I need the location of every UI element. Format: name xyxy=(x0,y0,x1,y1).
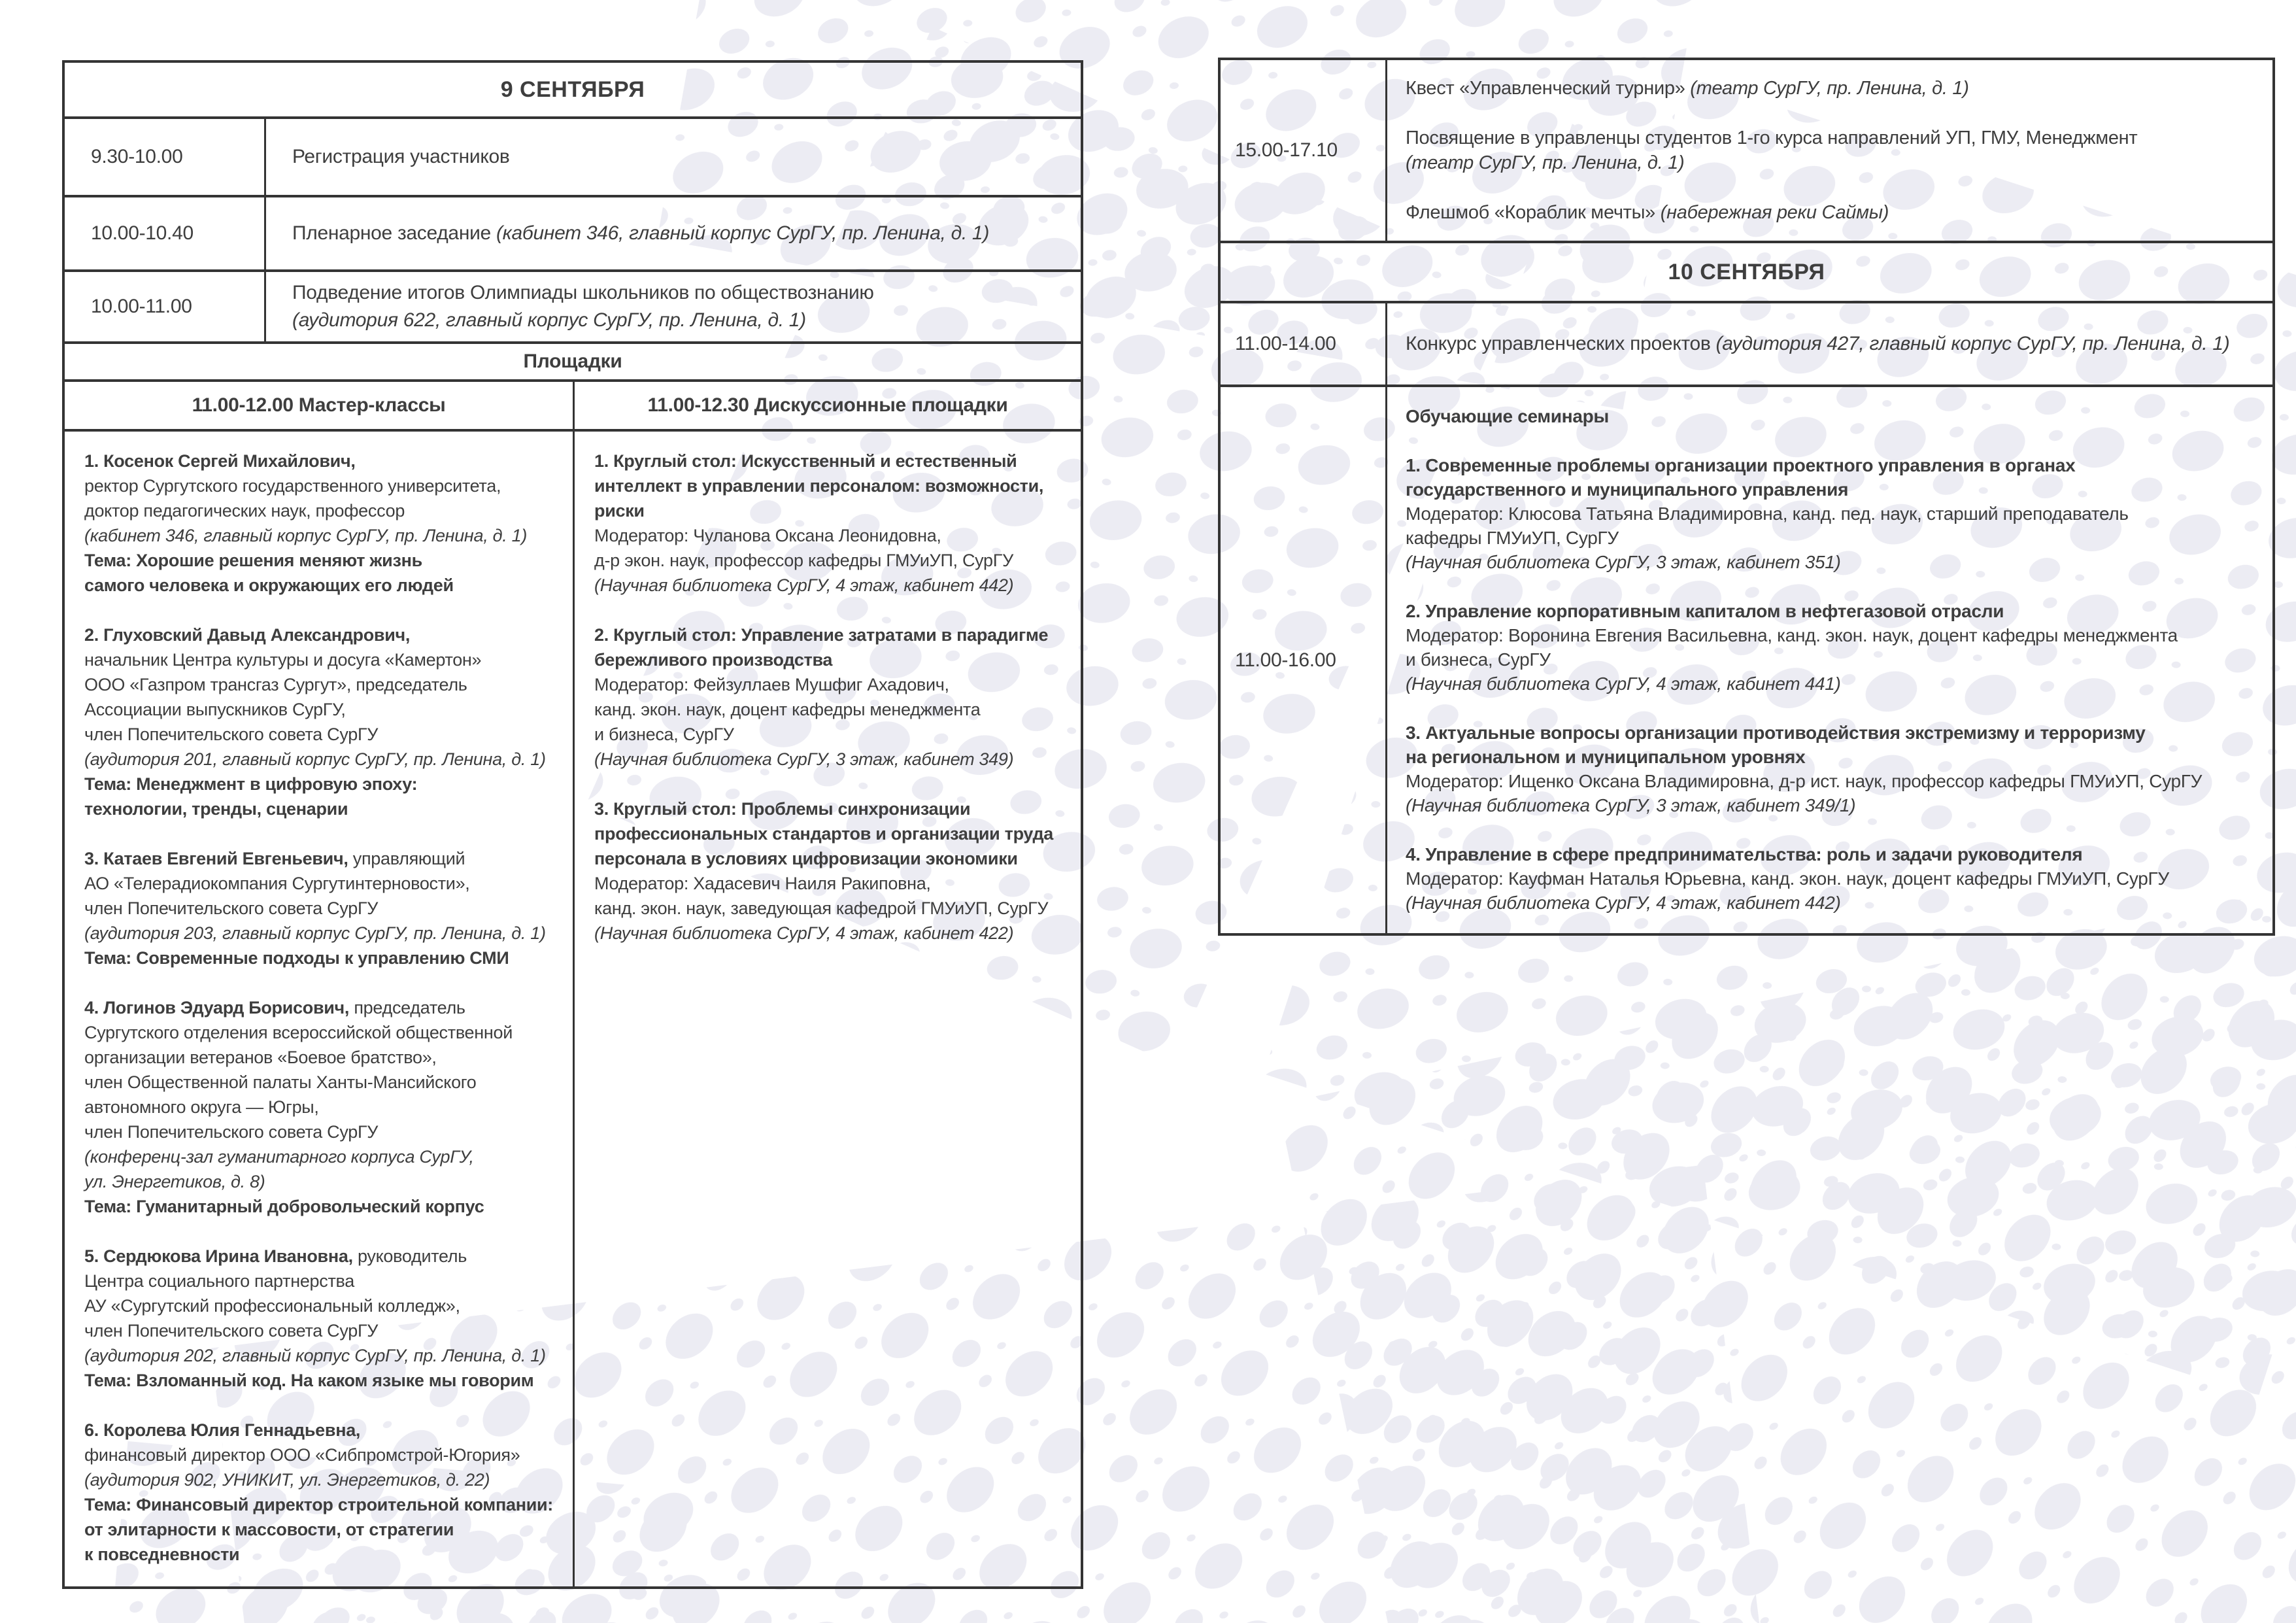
time-cell: 15.00-17.10 xyxy=(1235,139,1338,161)
text-segment: 2. Управление корпоративным капиталом в нефтегазовой отрасли xyxy=(1406,601,2004,621)
paragraph xyxy=(1406,842,2259,915)
column-body-discussion-platforms xyxy=(573,432,1081,1586)
text-segment: (аудитория 902, УНИКИТ, ул. Энергетиков, д. 22) xyxy=(84,1470,490,1490)
text-line xyxy=(594,473,1064,498)
text-line xyxy=(84,1343,556,1368)
paragraph xyxy=(84,1418,556,1567)
text-segment: государственного и муниципального управления xyxy=(1406,479,1849,500)
text-segment: управляющий xyxy=(348,849,465,868)
text-segment: Обучающие семинары xyxy=(1406,406,1610,426)
text-line xyxy=(84,1119,556,1144)
text-segment: Тема: Финансовый директор строительной компании: xyxy=(84,1495,553,1514)
text-line xyxy=(594,921,1064,946)
text-line xyxy=(594,548,1064,573)
time-cell: 10.00-10.40 xyxy=(91,222,194,244)
paragraph xyxy=(84,623,556,821)
paragraph xyxy=(1406,404,2259,428)
text-segment: бережливого производства xyxy=(594,650,833,670)
text-line xyxy=(1406,891,2259,915)
text-segment: член Попечительского совета СурГУ xyxy=(84,898,379,918)
text-line xyxy=(594,647,1064,672)
text-line xyxy=(1406,453,2259,477)
text-line xyxy=(84,1244,556,1269)
text-segment: 3. Актуальные вопросы организации противодействия экстремизму и терроризму xyxy=(1406,723,2146,743)
text-segment: 1. Косенок Сергей Михайлович, xyxy=(84,451,356,471)
paragraph xyxy=(1406,76,2259,101)
paragraph xyxy=(594,449,1064,598)
table-row xyxy=(65,197,1081,272)
column-header-master-classes: 11.00-12.00 Мастер-классы xyxy=(192,394,446,416)
table-row xyxy=(1221,303,2272,387)
text-line xyxy=(1406,599,2259,623)
text-segment: самого человека и окружающих его людей xyxy=(84,575,454,595)
text-segment: персонала в условиях цифровизации экономики xyxy=(594,849,1018,868)
text-line xyxy=(292,143,510,171)
paragraph xyxy=(1406,126,2259,175)
text-segment: Посвящение в управленцы студентов 1-го курса направлений УП, ГМУ, Менеджмент xyxy=(1406,128,2138,148)
text-line xyxy=(1406,769,2259,793)
text-line xyxy=(84,523,556,548)
text-segment: (конференц-зал гуманитарного корпуса СурГУ, xyxy=(84,1147,474,1167)
paragraph xyxy=(1406,200,2259,225)
text-segment: 1. Круглый стол: Искусственный и естественный xyxy=(594,451,1017,471)
text-line xyxy=(84,846,556,871)
table-row xyxy=(65,63,1081,119)
text-line xyxy=(1406,404,2259,428)
text-line xyxy=(292,220,989,247)
column-body-master-classes xyxy=(65,432,573,1586)
text-line xyxy=(84,573,556,598)
text-line xyxy=(1406,866,2259,891)
text-line xyxy=(1406,550,2259,574)
paragraph xyxy=(1406,453,2259,574)
text-line xyxy=(84,1269,556,1293)
text-line xyxy=(84,772,556,796)
text-segment: АО «Телерадиокомпания Сургутинтерновости», xyxy=(84,874,470,893)
text-line xyxy=(84,946,556,970)
text-segment: организации ветеранов «Боевое братство», xyxy=(84,1048,437,1067)
paragraph xyxy=(292,279,874,334)
text-line xyxy=(84,1517,556,1542)
text-segment: ул. Энергетиков, д. 8) xyxy=(84,1172,265,1191)
text-segment: (Научная библиотека СурГУ, 3 этаж, кабинет 349/1) xyxy=(1406,795,1856,815)
text-segment: Модератор: Кауфман Наталья Юрьевна, канд. экон. наук, доцент кафедры ГМУиУП, СурГУ xyxy=(1406,868,2169,889)
text-segment: руководитель xyxy=(352,1246,467,1266)
text-segment: Модератор: Воронина Евгения Васильевна, канд. экон. наук, доцент кафедры менеджмента xyxy=(1406,625,2178,645)
text-line xyxy=(84,1070,556,1095)
text-line xyxy=(84,896,556,921)
text-segment: 2. Круглый стол: Управление затратами в парадигме xyxy=(594,625,1049,645)
text-segment: Квест «Управленческий турнир» xyxy=(1406,78,1691,99)
text-line xyxy=(292,307,874,334)
text-segment: Модератор: Чуланова Оксана Леонидовна, xyxy=(594,526,941,545)
paragraph xyxy=(594,796,1064,946)
text-line xyxy=(84,1045,556,1070)
event-cell xyxy=(264,197,1081,269)
text-segment: д-р экон. наук, профессор кафедры ГМУиУП, СурГУ xyxy=(594,551,1013,570)
text-line xyxy=(594,821,1064,846)
section-header: Площадки xyxy=(523,350,622,372)
text-line xyxy=(84,921,556,946)
text-segment: (Научная библиотека СурГУ, 4 этаж, кабинет 442) xyxy=(1406,893,1841,913)
paragraph xyxy=(292,220,989,247)
text-segment: Тема: Взломанный код. На каком языке мы говорим xyxy=(84,1371,534,1390)
text-line xyxy=(1406,526,2259,550)
paragraph xyxy=(1406,721,2259,817)
text-line xyxy=(84,697,556,722)
text-line xyxy=(1406,793,2259,817)
text-segment: (Научная библиотека СурГУ, 4 этаж, кабинет 442) xyxy=(594,575,1014,595)
text-segment: член Общественной палаты Ханты-Мансийского xyxy=(84,1072,477,1092)
text-segment: 3. Катаев Евгений Евгеньевич, xyxy=(84,849,348,868)
text-segment: 4. Логинов Эдуард Борисович, xyxy=(84,998,350,1017)
text-segment: Флешмоб «Кораблик мечты» xyxy=(1406,202,1661,223)
text-line xyxy=(594,871,1064,896)
text-line xyxy=(84,473,556,498)
text-segment: 6. Королева Юлия Геннадьевна, xyxy=(84,1420,361,1440)
text-line xyxy=(594,896,1064,921)
text-line xyxy=(84,548,556,573)
text-line xyxy=(84,747,556,772)
text-line xyxy=(84,1293,556,1318)
text-segment: (аудитория 202, главный корпус СурГУ, пр. Ленина, д. 1) xyxy=(84,1346,546,1365)
text-segment: член Попечительского совета СурГУ xyxy=(84,1321,379,1341)
text-segment: (аудитория 203, главный корпус СурГУ, пр. Ленина, д. 1) xyxy=(84,923,546,943)
text-segment: интеллект в управлении персоналом: возможности, xyxy=(594,476,1044,496)
text-segment: ректор Сургутского государственного университета, xyxy=(84,476,501,496)
paragraph xyxy=(292,143,510,171)
text-segment: канд. экон. наук, заведующая кафедрой ГМУиУП, СурГУ xyxy=(594,898,1049,918)
paragraph xyxy=(1406,330,2229,358)
text-line xyxy=(84,1169,556,1194)
text-segment: Тема: Менеджмент в цифровую эпоху: xyxy=(84,774,418,794)
text-line xyxy=(84,498,556,523)
text-segment: Модератор: Ищенко Оксана Владимировна, д-р ист. наук, профессор кафедры ГМУиУП, СурГУ xyxy=(1406,771,2203,791)
day-header: 10 СЕНТЯБРЯ xyxy=(1668,259,1825,284)
text-line xyxy=(594,523,1064,548)
text-segment: 5. Сердюкова Ирина Ивановна, xyxy=(84,1246,353,1266)
text-line xyxy=(84,1144,556,1169)
text-segment: Ассоциации выпускников СурГУ, xyxy=(84,700,346,719)
text-line xyxy=(594,449,1064,473)
text-line xyxy=(84,796,556,821)
text-line xyxy=(1406,745,2259,769)
text-segment: (набережная реки Саймы) xyxy=(1660,202,1889,223)
schedule-table-september-10 xyxy=(1218,58,2275,936)
text-line xyxy=(84,1020,556,1045)
text-line xyxy=(1406,126,2259,150)
text-segment: технологии, тренды, сценарии xyxy=(84,799,348,819)
text-segment: член Попечительского совета СурГУ xyxy=(84,725,379,744)
text-line xyxy=(594,846,1064,871)
text-segment: Пленарное заседание xyxy=(292,222,496,244)
text-line xyxy=(594,573,1064,598)
text-segment: Модератор: Клюсова Татьяна Владимировна, канд. пед. наук, старший преподаватель xyxy=(1406,504,2129,524)
text-segment: автономного округа — Югры, xyxy=(84,1097,319,1117)
table-row xyxy=(65,272,1081,344)
text-line xyxy=(1406,502,2259,526)
text-segment: (Научная библиотека СурГУ, 3 этаж, кабинет 351) xyxy=(1406,552,1841,572)
text-segment: член Попечительского совета СурГУ xyxy=(84,1122,379,1142)
text-segment: (кабинет 346, главный корпус СурГУ, пр. Ленина, д. 1) xyxy=(84,526,528,545)
text-line xyxy=(594,697,1064,722)
text-segment: на региональном и муниципальном уровнях xyxy=(1406,747,1806,767)
text-segment: начальник Центра культуры и досуга «Камертон» xyxy=(84,650,482,670)
text-line xyxy=(594,796,1064,821)
text-segment: к повседневности xyxy=(84,1545,240,1564)
text-line xyxy=(84,623,556,647)
text-line xyxy=(84,995,556,1020)
text-line xyxy=(1406,76,2259,101)
text-line xyxy=(84,1095,556,1119)
text-line xyxy=(1406,647,2259,672)
event-cell xyxy=(1385,387,2272,933)
text-line xyxy=(594,623,1064,647)
text-segment: 3. Круглый стол: Проблемы синхронизации xyxy=(594,799,971,819)
text-segment: 4. Управление в сфере предпринимательства: роль и задачи руководителя xyxy=(1406,844,2083,864)
table-row xyxy=(65,119,1081,197)
event-cell xyxy=(264,119,1081,195)
text-line xyxy=(1406,623,2259,647)
text-line xyxy=(594,672,1064,697)
text-line xyxy=(84,647,556,672)
text-segment: (аудитория 622, главный корпус СурГУ, пр. Ленина, д. 1) xyxy=(292,309,806,331)
text-line xyxy=(84,1542,556,1567)
text-line xyxy=(292,279,874,307)
text-segment: и бизнеса, СурГУ xyxy=(594,725,734,744)
schedule-table-september-9 xyxy=(62,60,1083,1589)
text-line xyxy=(1406,477,2259,502)
text-line xyxy=(594,722,1064,747)
column-header-discussion-platforms: 11.00-12.30 Дискуссионные площадки xyxy=(573,382,1081,429)
text-line xyxy=(84,672,556,697)
paragraph xyxy=(1406,599,2259,696)
text-segment: Тема: Хорошие решения меняют жизнь xyxy=(84,551,422,570)
text-segment: Регистрация участников xyxy=(292,146,510,167)
paragraph xyxy=(84,995,556,1219)
text-line xyxy=(1406,200,2259,225)
text-line xyxy=(1406,672,2259,696)
table-row xyxy=(1221,60,2272,243)
text-segment: 1. Современные проблемы организации проектного управления в органах xyxy=(1406,455,2076,475)
paragraph xyxy=(594,623,1064,772)
event-cell xyxy=(264,272,1081,341)
text-segment: канд. экон. наук, доцент кафедры менеджмента xyxy=(594,700,981,719)
time-cell: 11.00-16.00 xyxy=(1235,649,1336,671)
text-segment: финансовый директор ООО «Сибпромстрой-Югория» xyxy=(84,1445,520,1465)
text-segment: доктор педагогических наук, профессор xyxy=(84,501,405,521)
time-cell: 9.30-10.00 xyxy=(91,146,183,167)
text-segment: (аудитория 427, главный корпус СурГУ, пр. Ленина, д. 1) xyxy=(1715,333,2230,354)
text-line xyxy=(84,1318,556,1343)
text-line xyxy=(84,1194,556,1219)
text-segment: АУ «Сургутский профессиональный колледж», xyxy=(84,1296,460,1316)
text-segment: кафедры ГМУиУП, СурГУ xyxy=(1406,528,1619,548)
text-segment: (кабинет 346, главный корпус СурГУ, пр. Ленина, д. 1) xyxy=(496,222,990,244)
text-segment: Модератор: Хадасевич Наиля Ракиповна, xyxy=(594,874,931,893)
event-cell xyxy=(1385,60,2272,241)
text-line xyxy=(1406,842,2259,866)
text-segment: (театр СурГУ, пр. Ленина, д. 1) xyxy=(1406,152,1685,173)
text-segment: председатель xyxy=(349,998,465,1017)
text-segment: (Научная библиотека СурГУ, 4 этаж, кабинет 422) xyxy=(594,923,1014,943)
paragraph xyxy=(84,846,556,970)
text-segment: Тема: Современные подходы к управлению СМИ xyxy=(84,948,509,968)
paragraph xyxy=(84,449,556,598)
table-row xyxy=(1221,387,2272,933)
text-segment: (Научная библиотека СурГУ, 4 этаж, кабинет 441) xyxy=(1406,674,1841,694)
text-line xyxy=(84,1368,556,1393)
text-line xyxy=(84,722,556,747)
text-line xyxy=(84,449,556,473)
text-line xyxy=(1406,721,2259,745)
text-segment: от элитарности к массовости, от стратегии xyxy=(84,1520,454,1539)
table-row xyxy=(65,432,1081,1586)
text-segment: и бизнеса, СурГУ xyxy=(1406,649,1551,670)
text-line xyxy=(84,1492,556,1517)
event-cell xyxy=(1385,303,2272,384)
text-line xyxy=(84,1467,556,1492)
text-segment: (аудитория 201, главный корпус СурГУ, пр. Ленина, д. 1) xyxy=(84,749,546,769)
day-header: 9 СЕНТЯБРЯ xyxy=(500,77,645,102)
table-row xyxy=(65,344,1081,382)
text-line xyxy=(594,498,1064,523)
text-line xyxy=(84,871,556,896)
text-segment: ООО «Газпром трансгаз Сургут», председатель xyxy=(84,675,467,694)
text-segment: Сургутского отделения всероссийской общественной xyxy=(84,1023,513,1042)
text-line xyxy=(594,747,1064,772)
text-segment: 2. Глуховский Давыд Александрович, xyxy=(84,625,411,645)
text-segment: Конкурс управленческих проектов xyxy=(1406,333,1716,354)
text-segment: (театр СурГУ, пр. Ленина, д. 1) xyxy=(1690,78,1969,99)
text-line xyxy=(1406,330,2229,358)
table-row xyxy=(65,382,1081,432)
text-segment: Модератор: Фейзуллаев Мушфиг Ахадович, xyxy=(594,675,949,694)
paragraph xyxy=(84,1244,556,1393)
time-cell: 10.00-11.00 xyxy=(91,296,192,317)
time-cell: 11.00-14.00 xyxy=(1235,333,1336,354)
table-row xyxy=(1221,243,2272,303)
text-segment: Центра социального партнерства xyxy=(84,1271,354,1291)
text-segment: (Научная библиотека СурГУ, 3 этаж, кабинет 349) xyxy=(594,749,1014,769)
text-segment: риски xyxy=(594,501,645,521)
text-line xyxy=(84,1443,556,1467)
text-segment: профессиональных стандартов и организации труда xyxy=(594,824,1054,844)
text-line xyxy=(84,1418,556,1443)
text-segment: Подведение итогов Олимпиады школьников по обществознанию xyxy=(292,282,874,303)
text-segment: Тема: Гуманитарный добровольческий корпус xyxy=(84,1197,484,1216)
text-line xyxy=(1406,150,2259,175)
